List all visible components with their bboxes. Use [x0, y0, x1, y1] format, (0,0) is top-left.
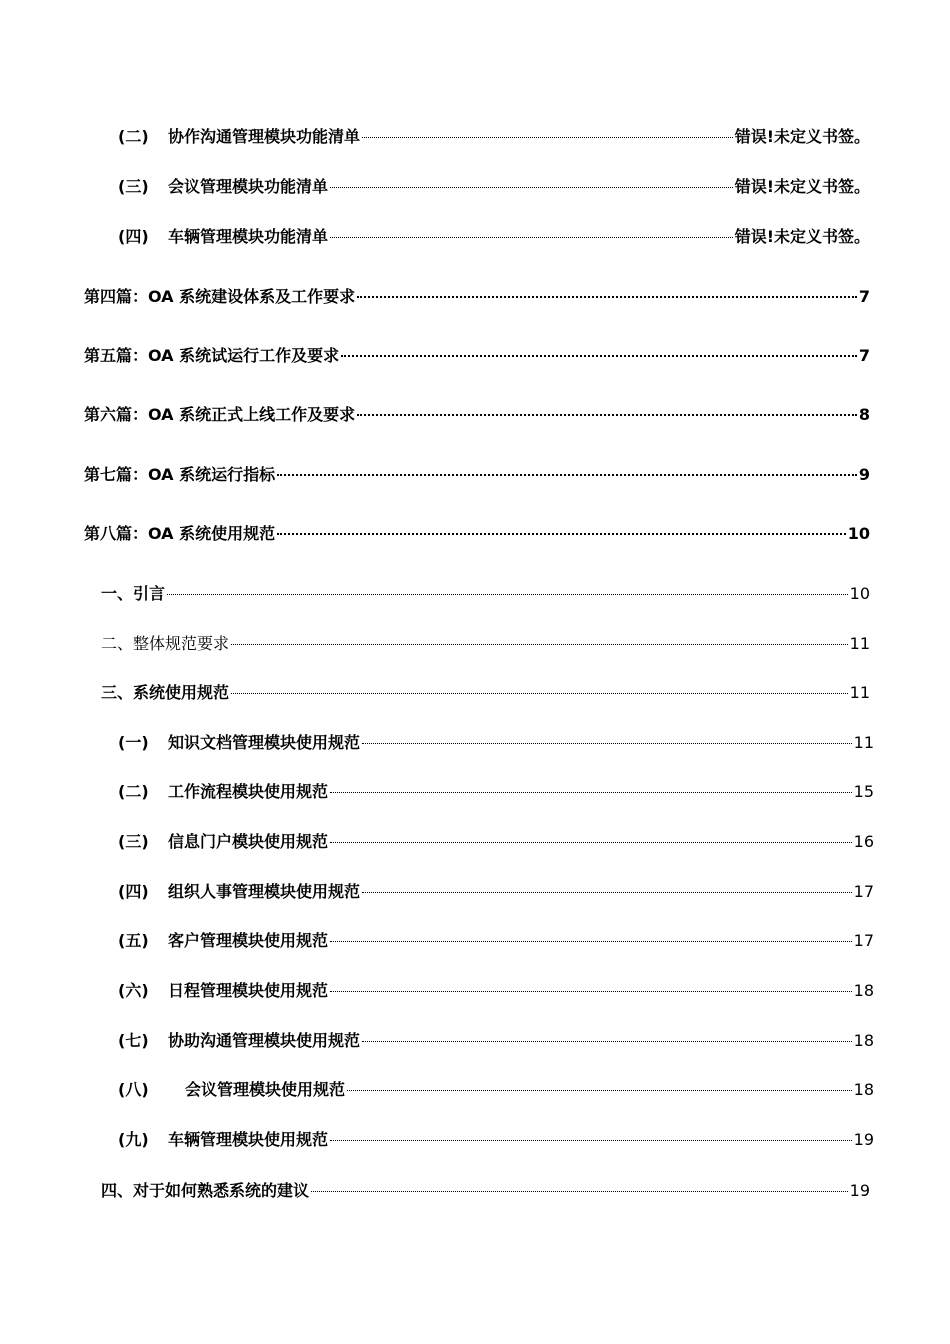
toc-entry-workflow[interactable] [118, 781, 874, 803]
toc-chapter-title: 第五篇：OA 系统试运行工作及要求 [84, 346, 340, 365]
dot-leader [277, 474, 857, 476]
toc-entry-page: 错误!未定义书签。 [734, 227, 870, 246]
dot-leader [362, 137, 733, 138]
toc-entry-number: (三) [118, 832, 149, 851]
toc-entry-page: 19 [853, 1130, 874, 1149]
dot-leader [357, 414, 857, 416]
toc-entry-title: 会议管理模块功能清单 [168, 177, 329, 196]
toc-entry-number: (七) [118, 1031, 149, 1050]
toc-chapter-title: 第七篇：OA 系统运行指标 [84, 465, 276, 484]
dot-leader [231, 693, 848, 694]
dot-leader [357, 296, 857, 298]
toc-chapter-page: 7 [858, 346, 870, 365]
toc-entry-number: (九) [118, 1130, 149, 1149]
toc-entry-number: (六) [118, 981, 149, 1000]
toc-section-page: 11 [849, 634, 870, 653]
toc-entry-title: 车辆管理模块功能清单 [168, 227, 329, 246]
toc-entry-title: 车辆管理模块使用规范 [168, 1130, 329, 1149]
toc-chapter-6[interactable] [84, 404, 870, 426]
toc-entry-collab-list[interactable] [118, 126, 870, 148]
toc-entry-number: (四) [118, 227, 149, 246]
toc-section-usage[interactable] [101, 682, 870, 704]
toc-entry-number: (二) [118, 782, 149, 801]
toc-entry-page: 16 [853, 832, 874, 851]
toc-section-title: 二、整体规范要求 [101, 634, 230, 653]
toc-entry-vehicle[interactable] [118, 1129, 874, 1151]
toc-chapter-title: 第四篇：OA 系统建设体系及工作要求 [84, 287, 356, 306]
toc-entry-title: 工作流程模块使用规范 [168, 782, 329, 801]
toc-entry-number: (八) [118, 1080, 149, 1099]
toc-entry-vehicle-list[interactable] [118, 226, 870, 248]
toc-entry-number: (一) [118, 733, 149, 752]
toc-entry-collab[interactable] [118, 1030, 874, 1052]
toc-chapter-page: 8 [858, 405, 870, 424]
toc-entry-number: (四) [118, 882, 149, 901]
toc-entry-meeting-list[interactable] [118, 176, 870, 198]
toc-section-title: 四、对于如何熟悉系统的建议 [101, 1181, 310, 1200]
toc-section-suggestions[interactable] [101, 1180, 870, 1202]
toc-entry-page: 18 [853, 1080, 874, 1099]
toc-entry-hr[interactable] [118, 881, 874, 903]
toc-section-overall[interactable] [101, 633, 870, 655]
toc-entry-portal[interactable] [118, 831, 874, 853]
toc-chapter-page: 7 [858, 287, 870, 306]
toc-entry-knowledge[interactable] [118, 732, 874, 754]
toc-entry-title: 日程管理模块使用规范 [168, 981, 329, 1000]
toc-chapter-page: 9 [858, 465, 870, 484]
dot-leader [330, 941, 852, 942]
dot-leader [347, 1090, 852, 1091]
toc-section-title: 三、系统使用规范 [101, 683, 230, 702]
toc-section-page: 19 [849, 1181, 870, 1200]
dot-leader [330, 187, 733, 188]
dot-leader [341, 355, 857, 357]
toc-section-page: 11 [849, 683, 870, 702]
toc-chapter-title: 第六篇：OA 系统正式上线工作及要求 [84, 405, 356, 424]
toc-chapter-7[interactable] [84, 464, 870, 486]
toc-entry-page: 17 [853, 882, 874, 901]
dot-leader [330, 792, 852, 793]
toc-chapter-4[interactable] [84, 286, 870, 308]
toc-section-intro[interactable] [101, 583, 870, 605]
toc-chapter-8[interactable] [84, 523, 870, 545]
toc-entry-title: 组织人事管理模块使用规范 [168, 882, 361, 901]
toc-section-title: 一、引言 [101, 584, 166, 603]
toc-entry-schedule[interactable] [118, 980, 874, 1002]
toc-entry-meeting[interactable] [118, 1079, 874, 1101]
dot-leader [167, 594, 848, 595]
toc-entry-title: 协作沟通管理模块功能清单 [168, 127, 361, 146]
dot-leader [362, 743, 852, 744]
toc-entry-page: 错误!未定义书签。 [734, 127, 870, 146]
dot-leader [231, 644, 848, 645]
toc-entry-title: 知识文档管理模块使用规范 [168, 733, 361, 752]
toc-section-page: 10 [849, 584, 870, 603]
dot-leader [277, 533, 846, 535]
dot-leader [330, 991, 852, 992]
dot-leader [330, 237, 733, 238]
toc-chapter-page: 10 [847, 524, 870, 543]
dot-leader [362, 892, 852, 893]
toc-entry-page: 15 [853, 782, 874, 801]
toc-entry-page: 18 [853, 981, 874, 1000]
toc-entry-page: 18 [853, 1031, 874, 1050]
toc-chapter-title: 第八篇：OA 系统使用规范 [84, 524, 276, 543]
toc-entry-page: 11 [853, 733, 874, 752]
dot-leader [362, 1041, 852, 1042]
dot-leader [330, 842, 852, 843]
toc-entry-customer[interactable] [118, 930, 874, 952]
dot-leader [311, 1191, 848, 1192]
toc-entry-title: 信息门户模块使用规范 [168, 832, 329, 851]
toc-entry-number: (二) [118, 127, 149, 146]
toc-entry-title: 客户管理模块使用规范 [168, 931, 329, 950]
toc-entry-title: 协助沟通管理模块使用规范 [168, 1031, 361, 1050]
dot-leader [330, 1140, 852, 1141]
toc-entry-page: 错误!未定义书签。 [734, 177, 870, 196]
toc-chapter-5[interactable] [84, 345, 870, 367]
toc-entry-title: 会议管理模块使用规范 [185, 1080, 346, 1099]
toc-entry-page: 17 [853, 931, 874, 950]
toc-entry-number: (三) [118, 177, 149, 196]
toc-entry-number: (五) [118, 931, 149, 950]
